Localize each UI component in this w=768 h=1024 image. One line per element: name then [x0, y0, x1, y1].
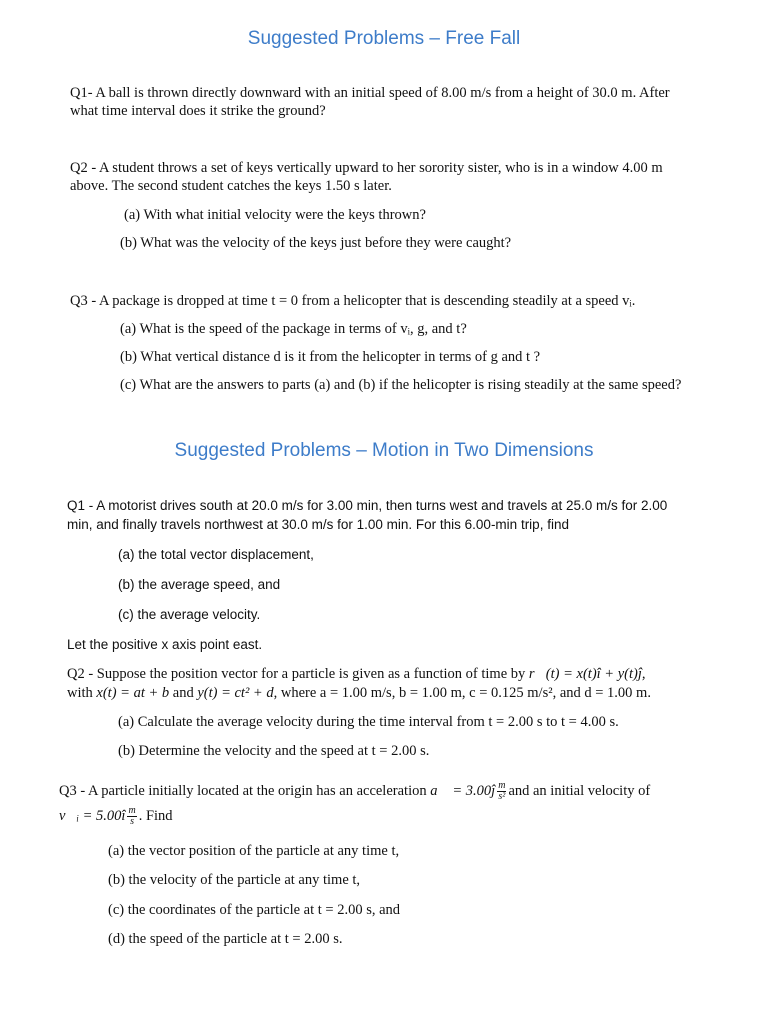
- td-q3-acceleration-unit-num: m: [498, 780, 506, 791]
- td-q3-velocity-unit: [127, 806, 136, 827]
- td-q1-part-b: (b) the average speed, and: [118, 577, 281, 592]
- td-q3-part-b: (b) the velocity of the particle at any time t,: [108, 872, 361, 888]
- td-q1-part-a: (a) the total vector displacement,: [118, 547, 314, 562]
- td-q3-velocity-unit-num: m: [128, 805, 136, 816]
- td-q2-part-a: (a) Calculate the average velocity during the time interval from t = 2.00 s to t = 4.00 s.: [118, 714, 619, 730]
- td-q3-acceleration-unit: [497, 781, 506, 802]
- ff-q3-part-c: (c) What are the answers to parts (a) and (b) if the helicopter is rising steadily at the same speed?: [120, 377, 682, 393]
- td-q3-initial-velocity: v⃗ᵢ = 5.00î: [59, 807, 126, 824]
- ff-q3-part-a: (a) What is the speed of the package in terms of vᵢ, g, and t?: [120, 321, 467, 337]
- td-q3-part-c: (c) the coordinates of the particle at t = 2.00 s, and: [108, 902, 401, 918]
- ff-q2-line-1: Q2 - A student throws a set of keys vertically upward to her sorority sister, who is in a window 4.00 m: [70, 160, 663, 176]
- section-title-two-dimensions: Suggested Problems – Motion in Two Dimensions: [174, 440, 594, 461]
- ff-q1-line-1: Q1- A ball is thrown directly downward with an initial speed of 8.00 m/s from a height of 30.0 m. After: [70, 85, 670, 101]
- td-q3-velocity-unit-den: s: [130, 816, 135, 827]
- ff-q2-line-2: above. The second student catches the keys 1.50 s later.: [70, 178, 392, 194]
- td-q1-note: Let the positive x axis point east.: [67, 637, 263, 652]
- td-q3-part-a: (a) the vector position of the particle at any time t,: [108, 843, 400, 859]
- td-q2-line-2-text-a: with: [67, 685, 97, 701]
- td-q1-line-1: Q1 - A motorist drives south at 20.0 m/s for 3.00 min, then turns west and travels at 25.0 m/s for 2.00: [67, 498, 668, 513]
- td-q2-line-2-text-b: and: [169, 685, 198, 701]
- section-title-free-fall: Suggested Problems – Free Fall: [247, 28, 521, 49]
- td-q2-line-1: [67, 665, 646, 683]
- td-q3-line-2: [59, 806, 173, 827]
- td-q3-line-2-suffix: . Find: [138, 807, 173, 824]
- td-q1-part-c: (c) the average velocity.: [118, 607, 261, 622]
- ff-q1-line-2: what time interval does it strike the ground?: [70, 103, 326, 119]
- ff-q2-part-a: (a) With what initial velocity were the keys thrown?: [124, 207, 426, 223]
- td-q2-part-b: (b) Determine the velocity and the speed at t = 2.00 s.: [118, 743, 430, 759]
- ff-q2-part-b: (b) What was the velocity of the keys just before they were caught?: [120, 235, 512, 251]
- td-q3-acceleration-unit-den: s²: [498, 791, 506, 802]
- td-q2-x-equation: x(t) = at + b: [96, 685, 170, 701]
- td-q2-line-2: [67, 684, 651, 702]
- td-q3-line-1: [59, 781, 650, 802]
- td-q1-line-2: min, and finally travels northwest at 30.0 m/s for 1.00 min. For this 6.00-min trip, find: [67, 517, 569, 532]
- td-q2-y-equation: y(t) = ct² + d: [197, 685, 274, 701]
- td-q3-part-d: (d) the speed of the particle at t = 2.00 s.: [108, 931, 343, 947]
- td-q2-line-2-text-c: , where a = 1.00 m/s, b = 1.00 m, c = 0.125 m/s², and d = 1.00 m.: [273, 685, 651, 701]
- td-q3-line-1-text: Q3 - A particle initially located at the origin has an acceleration: [59, 782, 431, 799]
- td-q3-acceleration: a⃗ = 3.00ĵ: [430, 782, 496, 799]
- ff-q3-part-b: (b) What vertical distance d is it from the helicopter in terms of g and t ?: [120, 349, 541, 365]
- td-q2-position-vector: r⃗(t) = x(t)î + y(t)ĵ,: [528, 666, 646, 682]
- ff-q3-line-1: Q3 - A package is dropped at time t = 0 from a helicopter that is descending steadily at a speed vᵢ.: [70, 293, 636, 309]
- td-q3-line-1-suffix: and an initial velocity of: [508, 782, 651, 799]
- td-q2-line-1-text: Q2 - Suppose the position vector for a particle is given as a function of time by: [67, 666, 529, 682]
